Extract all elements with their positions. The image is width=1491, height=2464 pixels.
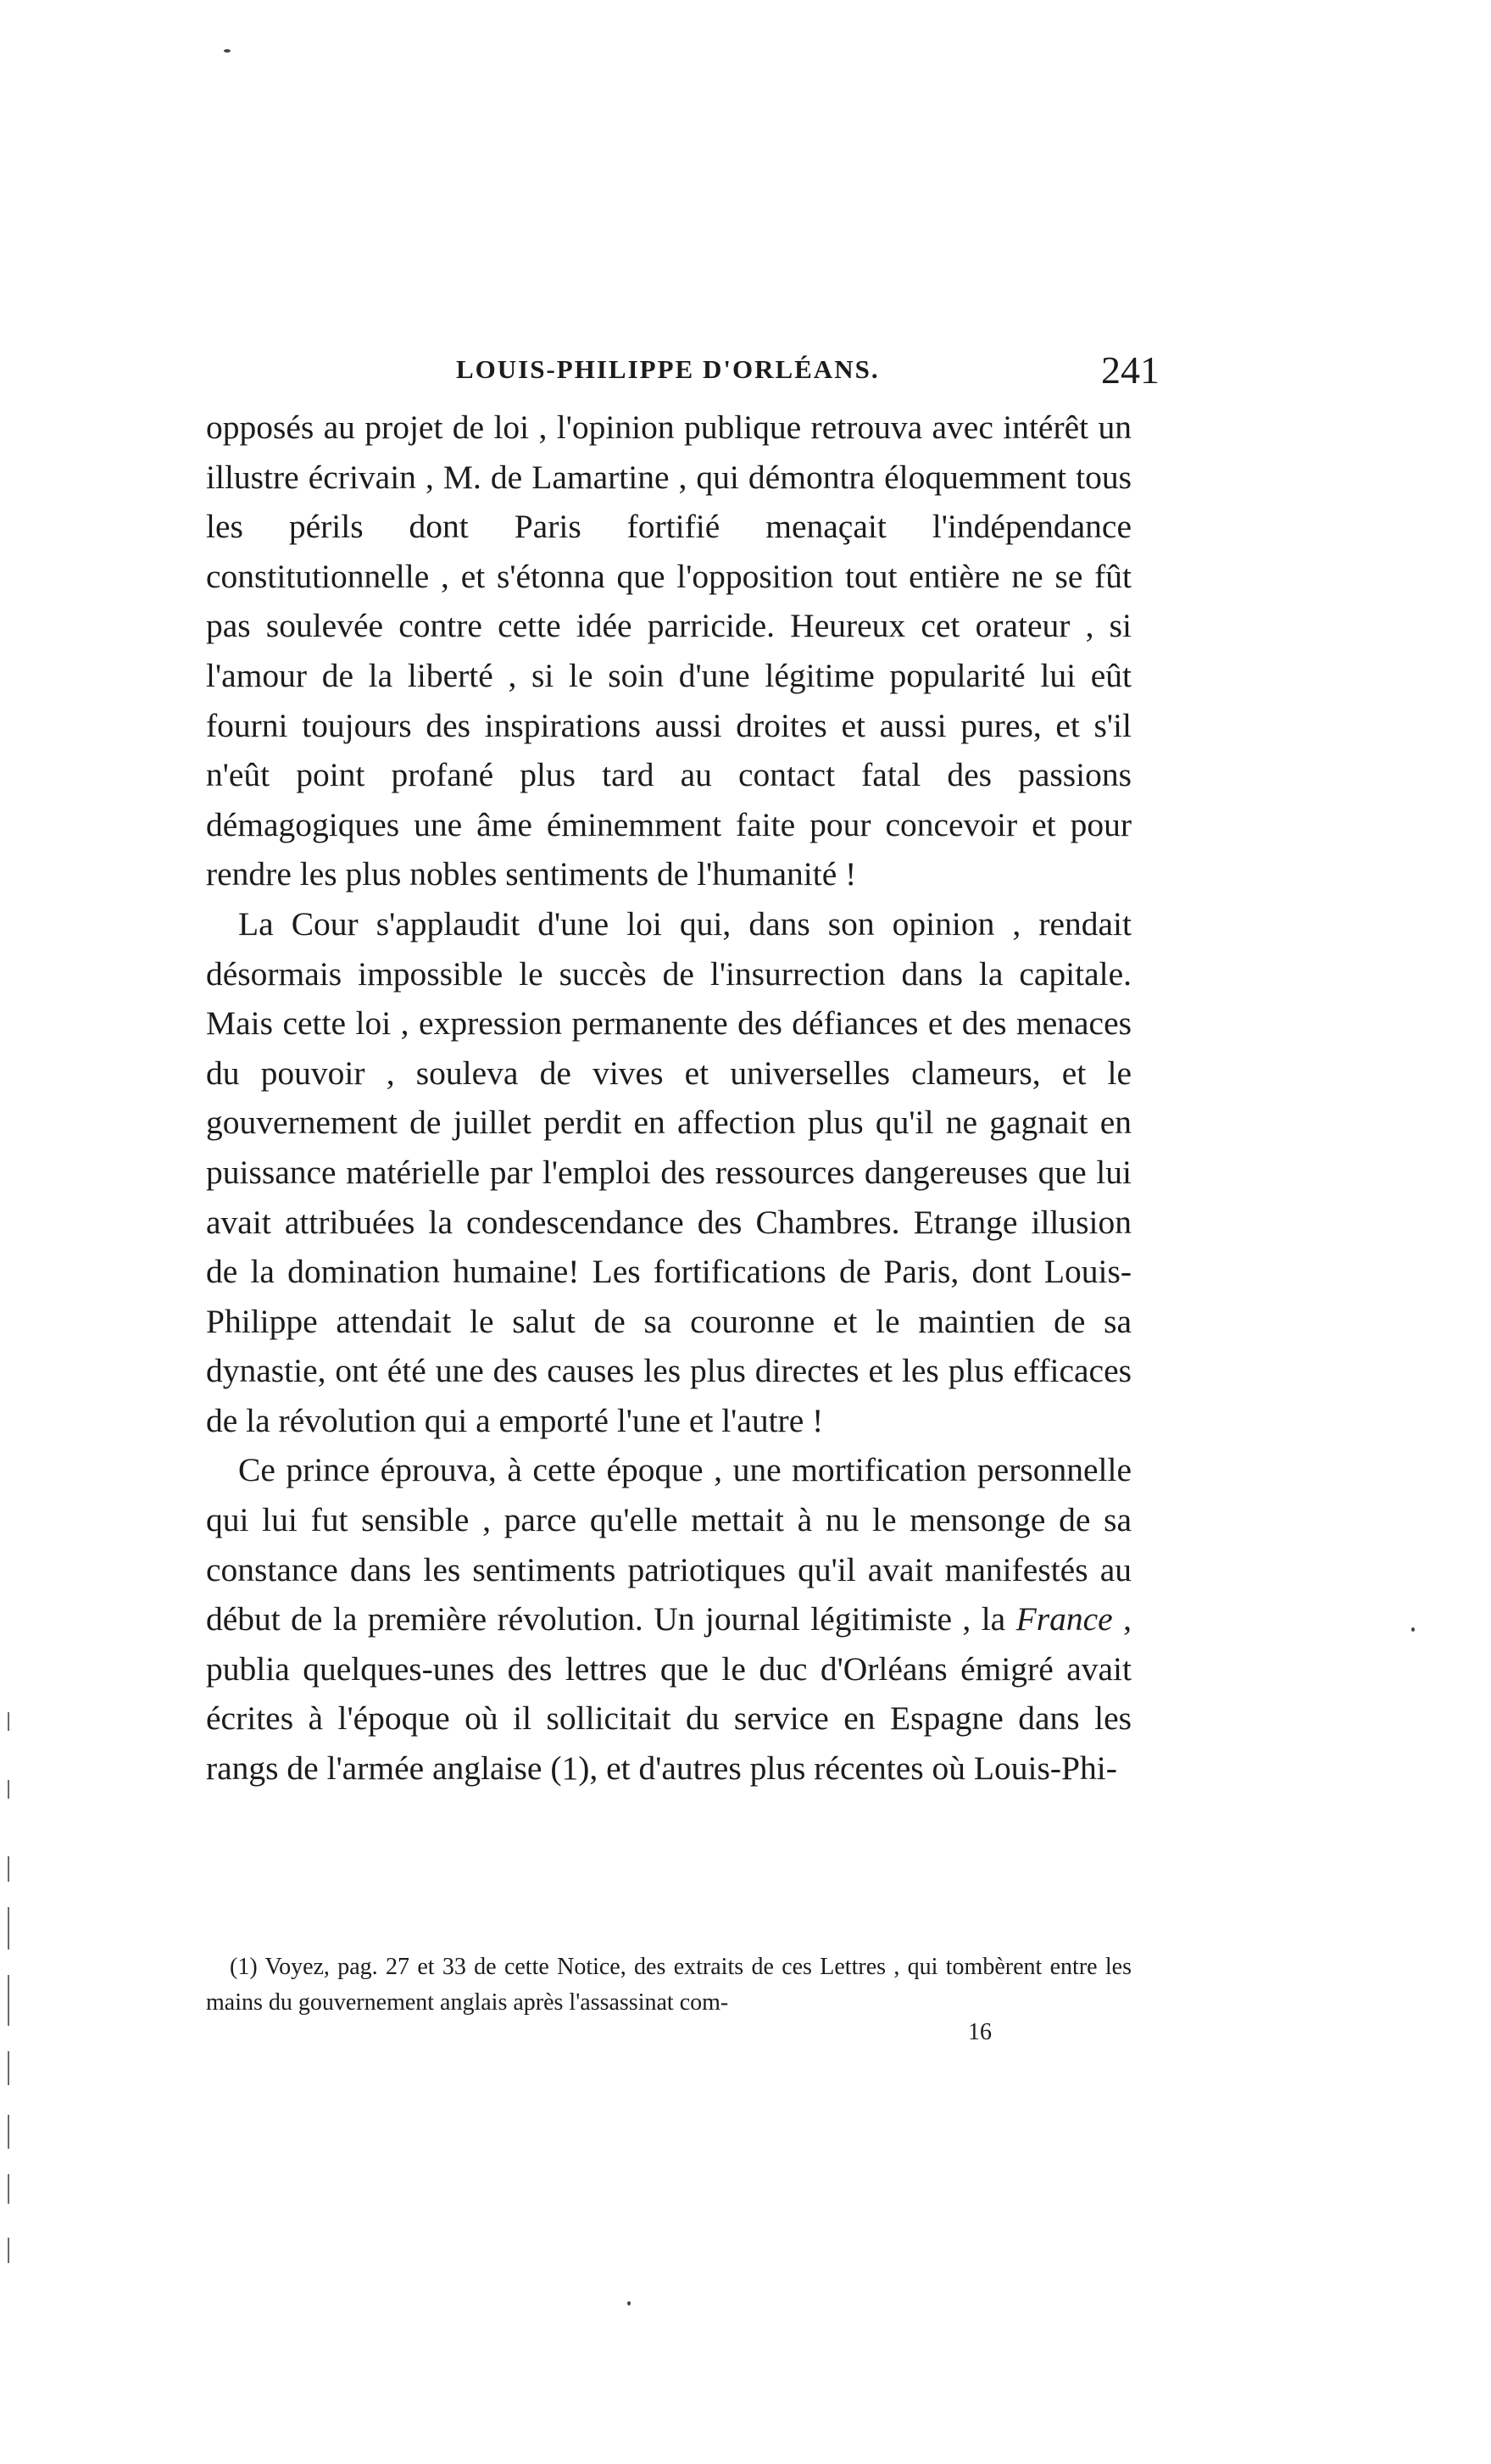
scan-speck [627,2301,631,2305]
scan-mark [8,1907,9,1950]
footnote-text: (1) Voyez, pag. 27 et 33 de cette Notice, des extraits de ces Lettres , qui tombèrent entre les mains du gouvernement anglais après l'assassinat com- [206,1954,1132,2016]
scan-mark [8,1780,9,1799]
scan-mark [8,1975,9,2026]
scan-mark [8,1856,9,1882]
paragraph-3-part-2: , publia quelques-unes des lettres que le duc d'Orléans émigré avait écrites à l'époque où il sollicitait du service en Espagne dans les rangs de l'armée anglaise (1), et d'autres plus récentes où Louis-Phi- [206,1600,1132,1788]
body-text [206,403,1132,1794]
paragraph-2: La Cour s'applaudit d'une loi qui, dans son opinion , rendait désormais impossible le succès de l'insurrection dans la capitale. Mais cette loi , expression permanente des défiances et des menaces du pouvoir , souleva de vives et universelles clameurs, et le gouvernement de juillet perdit en affection plus qu'il ne gagnait en puissance matérielle par l'emploi des ressources dangereuses que lui avait attribuées la condescendance des Chambres. Etrange illusion de la domination humaine! Les fortifications de Paris, dont Louis-Philippe attendait le salut de sa couronne et le maintien de sa dynastie, ont été une des causes les plus directes et les plus efficaces de la révolution qui a emporté l'une et l'autre ! [206,904,1132,1439]
scan-mark [8,2115,9,2149]
signature-mark: 16 [968,2019,992,2045]
scan-speck [1411,1627,1415,1632]
scan-mark [8,1712,9,1731]
scan-mark [8,2051,9,2085]
newspaper-title: France [1015,1600,1113,1638]
paragraph-3 [206,1445,1132,1793]
running-title: LOUIS-PHILIPPE D'ORLÉANS. [456,354,880,384]
page-number: 241 [1101,348,1160,392]
scan-mark [8,2174,9,2204]
scan-speck [224,49,231,53]
page-header [210,348,1160,398]
scan-mark [8,2238,9,2263]
paragraph-3-part-1: Ce prince éprouva, à cette époque , une mortification personnelle qui lui fut sensible , parce qu'elle mettait à nu le mensonge de sa constance dans les sentiments patriotiques qu'il avait manifestés au début de la première révolution. Un journal légitimiste , la [206,1451,1132,1638]
scan-margin-marks [8,1695,11,2314]
paragraph-1: opposés au projet de loi , l'opinion publique retrouva avec intérêt un illustre écrivain , M. de Lamartine , qui démontra éloquemment tous les périls dont Paris fortifié menaçait l'indépendance constitutionnelle , et s'étonna que l'opposition tout entière ne se fût pas soulevée contre cette idée parricide. Heureux cet orateur , si l'amour de la liberté , si le soin d'une légitime popularité lui eût fourni toujours des inspirations aussi droites et aussi pures, et s'il n'eût point profané plus tard au contact fatal des passions démagogiques une âme éminemment faite pour concevoir et pour rendre les plus nobles sentiments de l'humanité ! [206,409,1132,893]
footnote [206,1950,1132,2021]
